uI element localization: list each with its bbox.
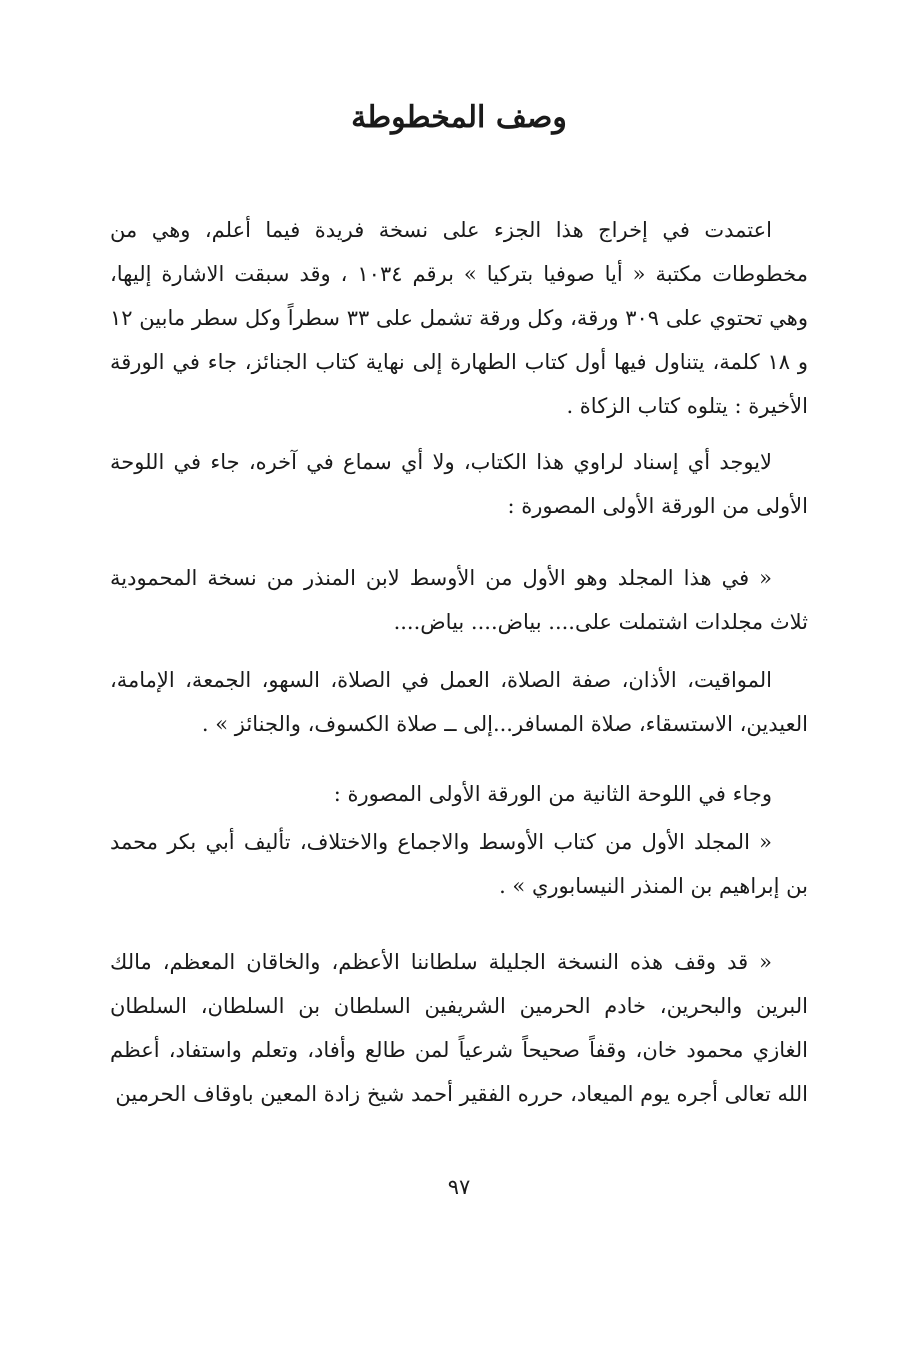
paragraph-quote-chapters: المواقيت، الأذان، صفة الصلاة، العمل في الصلاة، السهو، الجمعة، الإمامة، العيدين، الاستسقاء، صلاة المسافر...إلى ــ صلاة الكسوف، والجنائز » . [110,668,808,736]
paragraph-no-isnad: لايوجد أي إسناد لراوي هذا الكتاب، ولا أي سماع في آخره، جاء في اللوحة الأولى من الورقة الأولى المصورة : [110,450,808,518]
paragraph-quote-endowment: « قد وقف هذه النسخة الجليلة سلطاننا الأعظم، والخاقان المعظم، مالك البرين والبحرين، خادم الحرمين الشريفين السلطان بن السلطان، السلطان الغازي محمود خان، وقفاً صحيحاً شرعياً لمن طالع وأفاد، وتعلم واستفاد، أعظم الله تعالى أجره يوم الميعاد، حرره الفقير أحمد شيخ زادة المعين باوقاف الحرمين [110,950,808,1106]
body-text [110,208,808,1116]
paragraph-quote-author: « المجلد الأول من كتاب الأوسط والاجماع والاختلاف، تأليف أبي بكر محمد بن إبراهيم بن المنذر النيسابوري » . [110,830,808,898]
page-number: ٩٧ [447,1175,471,1199]
page-title: وصف المخطوطة [351,100,567,135]
paragraph-quote-volume: « في هذا المجلد وهو الأول من الأوسط لابن المنذر من نسخة المحمودية ثلاث مجلدات اشتملت على.... بياض.... بياض.... [110,566,808,634]
paragraph-second-plate: وجاء في اللوحة الثانية من الورقة الأولى المصورة : [333,782,772,806]
paragraph-manuscript-source: اعتمدت في إخراج هذا الجزء على نسخة فريدة فيما أعلم، وهي من مخطوطات مكتبة « أيا صوفيا بتركيا » برقم ١٠٣٤ ، وقد سبقت الاشارة إليها، وهي تحتوي على ٣٠٩ ورقة، وكل ورقة تشمل على ٣٣ سطراً وكل سطر مابين ١٢ و ١٨ كلمة، يتناول فيها أول كتاب الطهارة إلى نهاية كتاب الجنائز، جاء في الورقة الأخيرة : يتلوه كتاب الزكاة . [110,218,809,418]
